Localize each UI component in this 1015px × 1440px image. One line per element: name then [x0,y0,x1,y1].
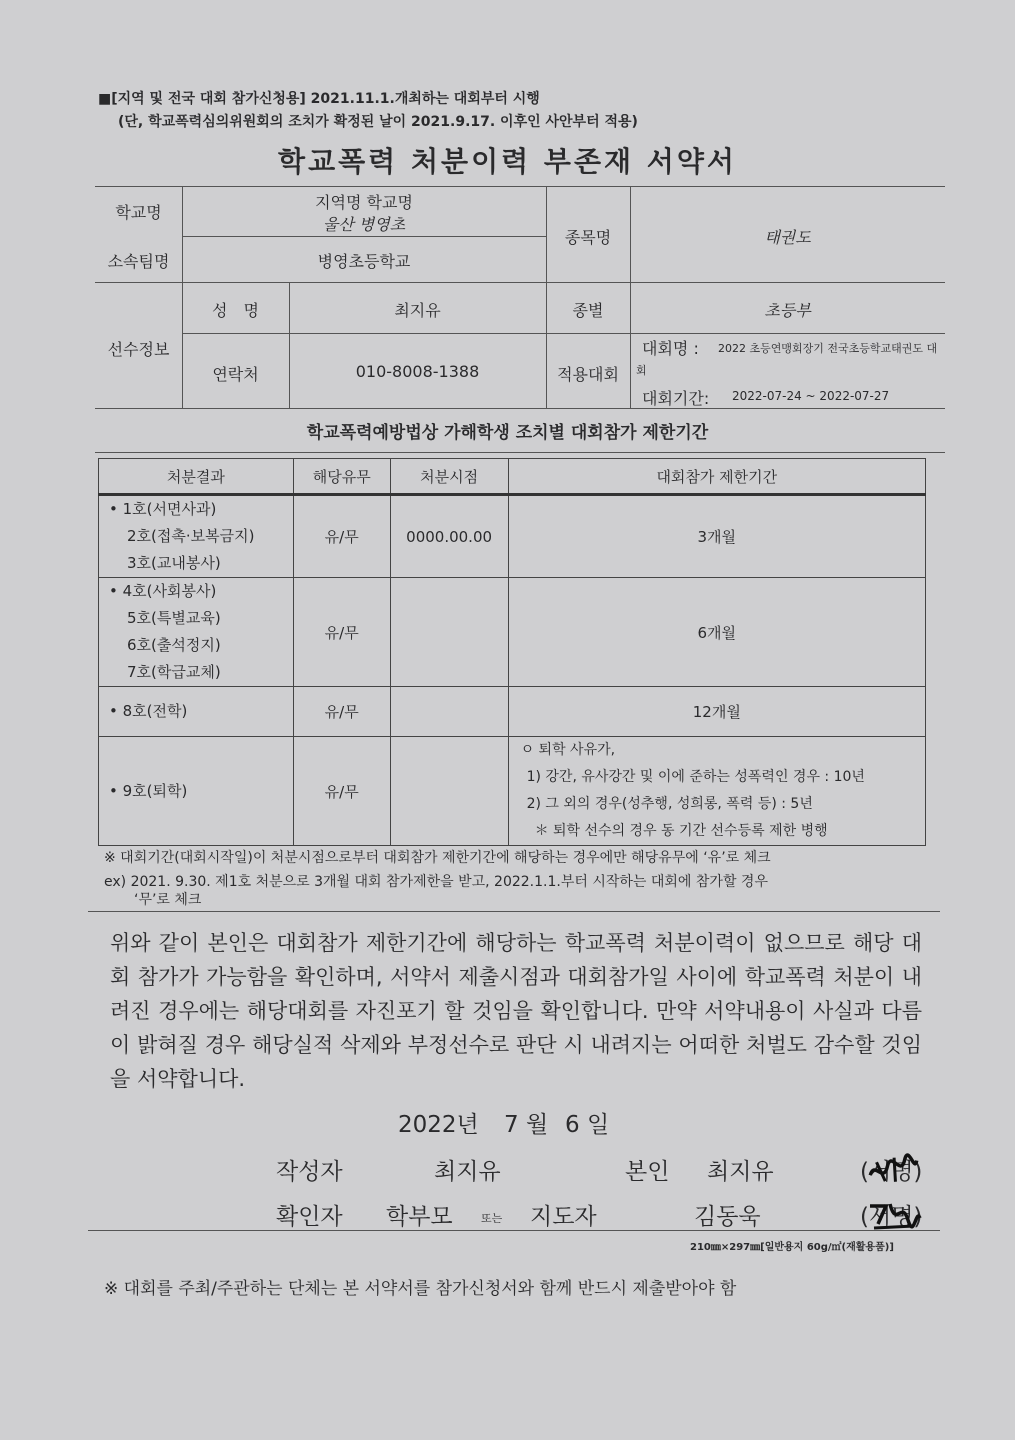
table-row [99,687,926,737]
result-cell [99,578,294,687]
confirmer-label: 확인자 [276,1204,343,1230]
writer-label: 작성자 [276,1159,343,1185]
restriction-table [98,458,926,846]
self-name: 최지유 [707,1159,774,1185]
confirmer-signature [866,1198,922,1238]
date-cell [390,578,508,687]
period-cell: 12개월 [508,687,925,737]
result-line: • 4호(사회봉사) [109,582,217,600]
table-header-row [99,459,926,495]
note-2: ex) 2021. 9.30. 제1호 처분으로 3개월 대회 참가제한을 받고, 2022.1.1.부터 시작하는 대회에 참가할 경우 [104,874,768,890]
info-bottom-border [95,408,945,409]
team-label: 소속팀명 [107,252,170,271]
division-value: 초등부 [764,301,811,320]
event-value: 태권도 [764,228,811,247]
parent-label: 학부모 [386,1204,453,1230]
result-line: 5호(특별교육) [127,609,221,627]
applicable-cell: 유/무 [293,578,390,687]
result-line: • 8호(전학) [109,702,188,720]
school-value: 울산 병영초 [322,215,406,234]
date-year: 2022년 [398,1112,479,1138]
result-cell [99,687,294,737]
coach-label: 지도자 [530,1204,597,1230]
note-1: ※ 대회기간(대회시작일)이 처분시점으로부터 대회참가 제한기간에 해당하는 경우에만 해당유무에 ‘유’로 체크 [104,850,771,866]
header-date: 처분시점 [390,459,508,495]
self-signature [864,1148,923,1194]
result-line: 2호(접촉·보복금지) [127,527,255,545]
applicable-cell: 유/무 [293,737,390,846]
or-label: 또는 [481,1212,503,1225]
self-signature-scribble [864,1148,922,1189]
team-value: 병영초등학교 [317,252,411,271]
result-line: 6호(출석정지) [127,636,221,654]
result-line: • 9호(퇴학) [109,781,188,800]
header-line-1: ■[지역 및 전국 대회 참가신청용] 2021.11.1.개최하는 대회부터 시행 [98,91,540,107]
period-line: ＊ 퇴학 선수의 경우 동 기간 선수등록 제한 병행 [534,823,828,839]
period-cell: 6개월 [508,578,925,687]
info-top-border [95,186,945,187]
header-period: 대회참가 제한기간 [508,459,925,495]
document-title: 학교폭력 처분이력 부존재 서약서 [278,145,737,178]
date-day: 6 일 [565,1112,610,1138]
date-month: 7 월 [504,1112,549,1138]
comp-name-label: 대회명 : [642,339,699,358]
confirmer-name: 김동욱 [694,1204,761,1230]
result-cell [99,737,294,846]
period-cell: 3개월 [508,495,925,578]
result-line: 3호(교내봉사) [127,554,221,572]
result-line: • 1호(서면사과) [109,500,217,518]
info-player-divider [182,333,945,334]
subtitle-rule [95,452,945,453]
info-vline-3 [630,186,631,408]
applicable-cell: 유/무 [293,687,390,737]
date-cell [390,687,508,737]
name-value: 최지유 [394,301,441,320]
result-cell [99,495,294,578]
header-result: 처분결과 [99,459,294,495]
period-line: 1) 강간, 유사강간 및 이에 준하는 성폭력인 경우 : 10년 [526,769,865,785]
competition-label: 적용대회 [557,365,619,384]
comp-period-label: 대회기간: [642,389,710,408]
confirmer-signature-scribble [866,1198,922,1232]
contact-label: 연락처 [212,365,259,384]
header-applicable: 해당유무 [293,459,390,495]
table-subtitle: 학교폭력예방법상 가해학생 조치별 대회참가 제한기간 [306,423,709,443]
table-row [99,578,926,687]
header-line-2: (단, 학교폭력심의위원회의 조치가 확정된 날이 2021.9.17. 이후인 사안부터 적용) [118,114,638,130]
comp-name-value: 2022 초등연맹회장기 전국초등학교태권도 대회 [636,342,938,377]
applicable-cell: 유/무 [293,495,390,578]
name-label: 성 명 [212,301,259,320]
period-line: 2) 그 외의 경우(성추행, 성희롱, 폭력 등) : 5년 [526,796,813,812]
notes-rule [88,911,940,912]
signature-rule [88,1230,940,1231]
info-school-divider [182,236,547,237]
self-seal: (서명) [860,1159,923,1185]
note-2-cont: ‘무’로 체크 [134,892,202,908]
self-label: 본인 [625,1159,670,1185]
period-cell [508,737,925,846]
writer-name: 최지유 [434,1159,501,1185]
period-line: ㅇ 퇴학 사유가, [520,742,616,758]
event-label: 종목명 [564,228,612,247]
comp-period-value: 2022-07-24 ~ 2022-07-27 [732,389,890,403]
paper-spec: 210㎜×297㎜[일반용지 60g/㎡(재활용품)] [690,1242,894,1253]
division-label: 종별 [572,301,604,320]
result-line: 7호(학급교체) [127,663,221,681]
table-row [99,737,926,846]
date-cell: 0000.00.00 [390,495,508,578]
player-info-label: 선수정보 [107,340,170,359]
info-mid-border [95,282,945,283]
table-row [99,495,926,578]
school-label: 학교명 [115,203,162,222]
contact-value: 010-8008-1388 [355,362,480,381]
confirmer-seal: (서명) [860,1204,923,1230]
footer-note: ※ 대회를 주최/주관하는 단체는 본 서약서를 참가신청서와 함께 반드시 제출받아야 함 [104,1279,737,1299]
date-cell [390,737,508,846]
school-hint: 지역명 학교명 [315,193,413,212]
pledge-text: 위와 같이 본인은 대회참가 제한기간에 해당하는 학교폭력 처분이력이 없으므로 해당 대회 참가가 가능함을 확인하며, 서약서 제출시점과 대회참가일 사이에 학교폭력 처분이 내려진 경우에는 해당대회를 자진포기 할 것임을 확인합니다. 만약 서약내용이 사실과 다름이 밝혀질 경우 해당실적 삭제와 부정선수로 판단 시 내려지는 어떠한 처벌도 감수할 것임을 서약합니다. [110,931,922,1091]
